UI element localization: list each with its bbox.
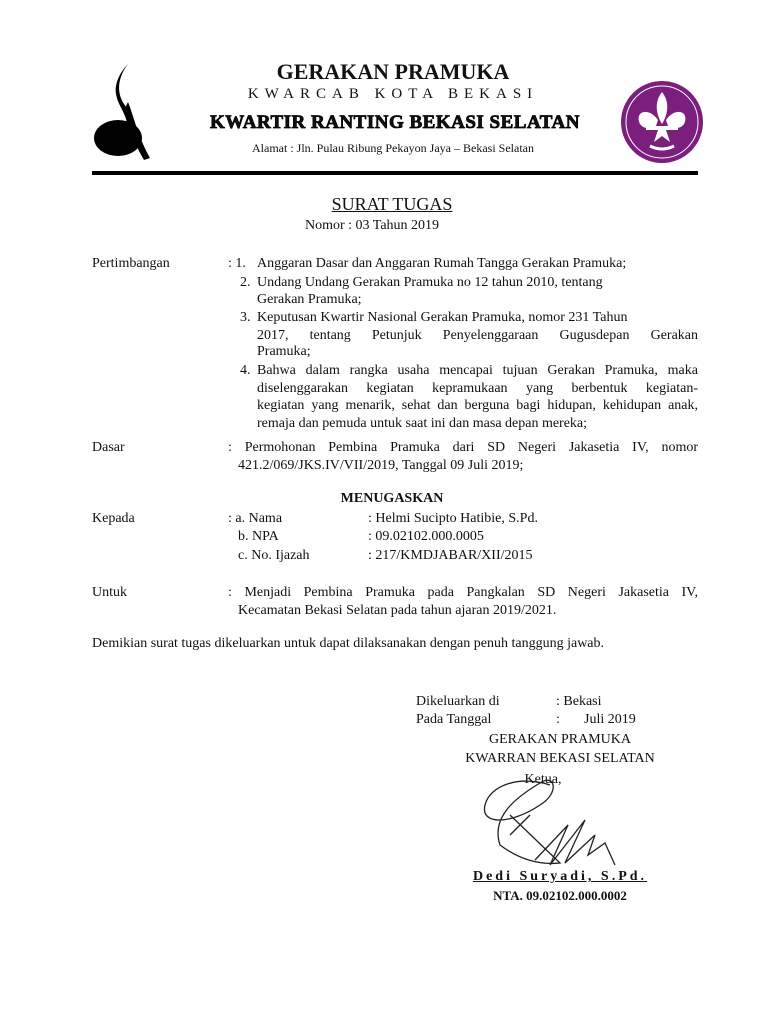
- kwartir-name: KWARTIR RANTING BEKASI SELATAN: [210, 112, 580, 133]
- list-item: 2017, tentang Petunjuk Penyelenggaraan Gugusdepan Gerakan: [257, 328, 698, 343]
- signatory-nta: NTA. 09.02102.000.0002: [493, 888, 627, 903]
- scout-emblem-icon: [620, 80, 704, 164]
- document-title: SURAT TUGAS: [331, 194, 453, 214]
- list-num: 4.: [240, 363, 251, 378]
- field-label: : a. Nama: [228, 511, 283, 526]
- untuk-text: : Menjadi Pembina Pramuka pada Pangkalan SD Negeri Jakasetia IV,: [228, 585, 698, 600]
- kepada-label: Kepada: [92, 511, 135, 526]
- list-item: Bahwa dalam rangka usaha mencapai tujuan Gerakan Pramuka, maka: [257, 363, 698, 378]
- date-value: Juli 2019: [584, 712, 636, 727]
- kwarcab-name: KWARCAB KOTA BEKASI: [247, 86, 539, 102]
- list-item: Pramuka;: [257, 344, 311, 359]
- menugaskan-heading: MENUGASKAN: [340, 491, 444, 506]
- document-number: Nomor : 03 Tahun 2019: [304, 218, 440, 233]
- list-item: kegiatan yang menarik, sehat dan berguna bagi hidupan, kehidupan anak,: [257, 398, 698, 413]
- list-item: Undang Undang Gerakan Pramuka no 12 tahun 2010, tentang: [257, 275, 603, 290]
- pertimbangan-label: Pertimbangan: [92, 256, 170, 271]
- field-value: : 217/KMDJABAR/XII/2015: [368, 548, 533, 563]
- list-num: : 1.: [228, 256, 246, 271]
- field-value: : 09.02102.000.0005: [368, 529, 484, 544]
- header-divider: [92, 171, 698, 175]
- signature-org: GERAKAN PRAMUKA: [489, 732, 631, 747]
- dasar-text: : Permohonan Pembina Pramuka dari SD Negeri Jakasetia IV, nomor: [228, 440, 698, 455]
- signatory-name: Dedi Suryadi, S.Pd.: [472, 869, 648, 884]
- date-label: Pada Tanggal: [416, 712, 492, 727]
- untuk-label: Untuk: [92, 585, 127, 600]
- list-item: Gerakan Pramuka;: [257, 292, 362, 307]
- untuk-text: Kecamatan Bekasi Selatan pada tahun ajaran 2019/2021.: [238, 603, 557, 618]
- tunas-kelapa-logo-icon: [88, 62, 163, 162]
- dasar-text: 421.2/069/JKS.IV/VII/2019, Tanggal 09 Juli 2019;: [238, 458, 524, 473]
- list-item: Keputusan Kwartir Nasional Gerakan Pramuka, nomor 231 Tahun: [257, 310, 628, 325]
- list-num: 3.: [240, 310, 251, 325]
- field-label: b. NPA: [238, 529, 279, 544]
- field-value: : Helmi Sucipto Hatibie, S.Pd.: [368, 511, 538, 526]
- field-label: c. No. Ijazah: [238, 548, 310, 563]
- list-item: diselenggarakan kegiatan kepramukaan yang berbentuk kegiatan-: [257, 381, 698, 396]
- handwritten-signature-icon: [480, 775, 640, 875]
- date-colon: :: [556, 712, 560, 727]
- closing-text: Demikian surat tugas dikeluarkan untuk dapat dilaksanakan dengan penuh tanggung jawab.: [92, 636, 605, 651]
- issued-value: : Bekasi: [556, 694, 602, 709]
- signature-role: Ketua,: [524, 772, 562, 787]
- dasar-label: Dasar: [92, 440, 125, 455]
- list-item: remaja dan pemuda untuk saat ini dan masa depan mereka;: [257, 416, 588, 431]
- list-num: 2.: [240, 275, 251, 290]
- address: Alamat : Jln. Pulau Ribung Pekayon Jaya – Bekasi Selatan: [252, 141, 534, 155]
- list-item: Anggaran Dasar dan Anggaran Rumah Tangga Gerakan Pramuka;: [257, 256, 627, 271]
- signature-unit: KWARRAN BEKASI SELATAN: [465, 751, 655, 766]
- issued-label: Dikeluarkan di: [416, 694, 500, 709]
- org-name: GERAKAN PRAMUKA: [276, 59, 510, 84]
